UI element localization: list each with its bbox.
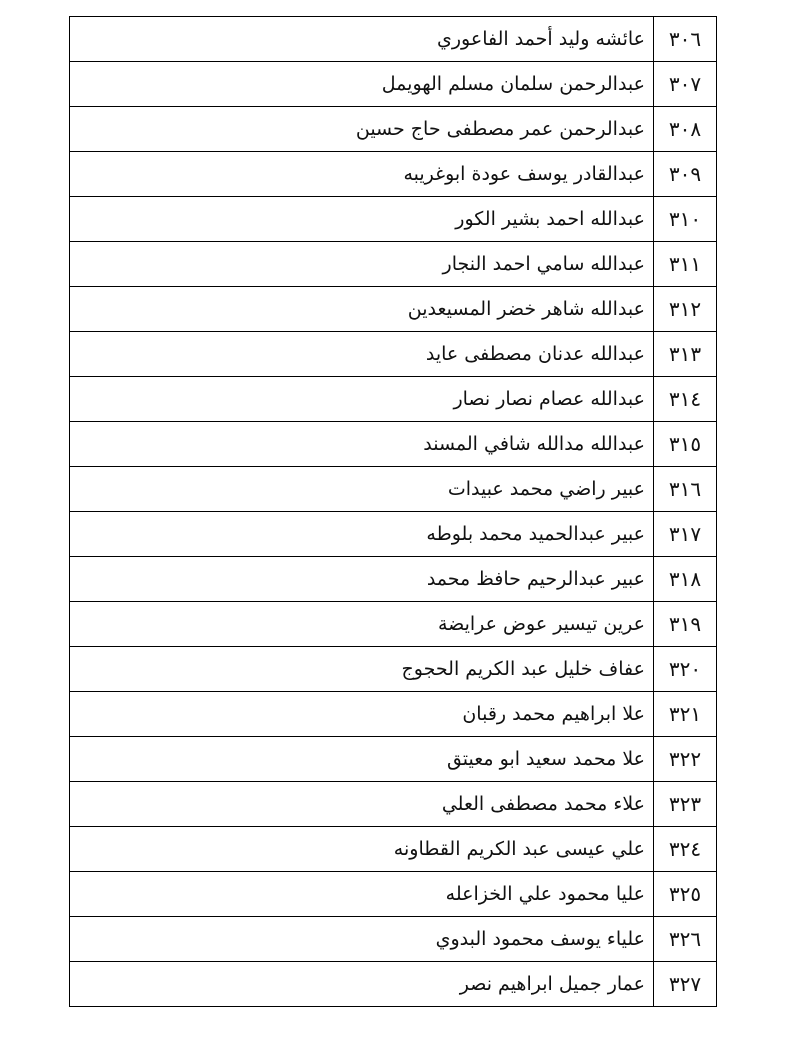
row-name: علي عيسى عبد الكريم القطاونه	[70, 827, 654, 872]
row-number: ٣٢٢	[654, 737, 717, 782]
row-number: ٣٢١	[654, 692, 717, 737]
row-name: عبدالله عصام نصار نصار	[70, 377, 654, 422]
row-number: ٣١٧	[654, 512, 717, 557]
row-name: عرين تيسير عوض عرايضة	[70, 602, 654, 647]
row-name: علاء محمد مصطفى العلي	[70, 782, 654, 827]
table-row	[70, 332, 717, 377]
table-row	[70, 557, 717, 602]
row-name: عبدالله سامي احمد النجار	[70, 242, 654, 287]
row-number: ٣٢٠	[654, 647, 717, 692]
row-name: عبير راضي محمد عبيدات	[70, 467, 654, 512]
table-row	[70, 512, 717, 557]
table-row	[70, 377, 717, 422]
row-name: عائشه وليد أحمد الفاعوري	[70, 17, 654, 62]
row-number: ٣١٤	[654, 377, 717, 422]
row-name: علا محمد سعيد ابو معيتق	[70, 737, 654, 782]
row-number: ٣٠٨	[654, 107, 717, 152]
table-row	[70, 782, 717, 827]
row-name: عبير عبدالحميد محمد بلوطه	[70, 512, 654, 557]
row-number: ٣١٩	[654, 602, 717, 647]
row-number: ٣١٢	[654, 287, 717, 332]
table-row	[70, 962, 717, 1007]
table-row	[70, 647, 717, 692]
row-number: ٣٠٦	[654, 17, 717, 62]
row-name: عبدالله شاهر خضر المسيعدين	[70, 287, 654, 332]
table-row	[70, 602, 717, 647]
table-row	[70, 422, 717, 467]
table-row	[70, 827, 717, 872]
names-table-body	[70, 17, 717, 1007]
table-row	[70, 197, 717, 242]
row-name: علا ابراهيم محمد رقبان	[70, 692, 654, 737]
table-row	[70, 287, 717, 332]
row-name: عبدالرحمن عمر مصطفى حاج حسين	[70, 107, 654, 152]
row-name: عبدالله مدالله شافي المسند	[70, 422, 654, 467]
row-number: ٣٠٧	[654, 62, 717, 107]
row-number: ٣٢٥	[654, 872, 717, 917]
row-name: عبدالله عدنان مصطفى عايد	[70, 332, 654, 377]
row-name: علياء يوسف محمود البدوي	[70, 917, 654, 962]
row-name: عبدالله احمد بشير الكور	[70, 197, 654, 242]
table-row	[70, 917, 717, 962]
table-row	[70, 242, 717, 287]
row-number: ٣١١	[654, 242, 717, 287]
row-number: ٣١٠	[654, 197, 717, 242]
row-number: ٣١٣	[654, 332, 717, 377]
row-number: ٣١٥	[654, 422, 717, 467]
row-number: ٣٢٧	[654, 962, 717, 1007]
row-name: عبدالقادر يوسف عودة ابوغريبه	[70, 152, 654, 197]
row-name: عليا محمود علي الخزاعله	[70, 872, 654, 917]
row-name: عمار جميل ابراهيم نصر	[70, 962, 654, 1007]
table-row	[70, 872, 717, 917]
row-number: ٣٢٤	[654, 827, 717, 872]
row-number: ٣١٨	[654, 557, 717, 602]
row-name: عبدالرحمن سلمان مسلم الهويمل	[70, 62, 654, 107]
table-row	[70, 737, 717, 782]
row-number: ٣٢٣	[654, 782, 717, 827]
table-row	[70, 692, 717, 737]
table-row	[70, 107, 717, 152]
names-table	[69, 16, 717, 1007]
table-row	[70, 62, 717, 107]
row-number: ٣١٦	[654, 467, 717, 512]
table-row	[70, 17, 717, 62]
row-number: ٣٢٦	[654, 917, 717, 962]
row-name: عفاف خليل عبد الكريم الحجوج	[70, 647, 654, 692]
row-number: ٣٠٩	[654, 152, 717, 197]
table-row	[70, 152, 717, 197]
row-name: عبير عبدالرحيم حافظ محمد	[70, 557, 654, 602]
table-row	[70, 467, 717, 512]
